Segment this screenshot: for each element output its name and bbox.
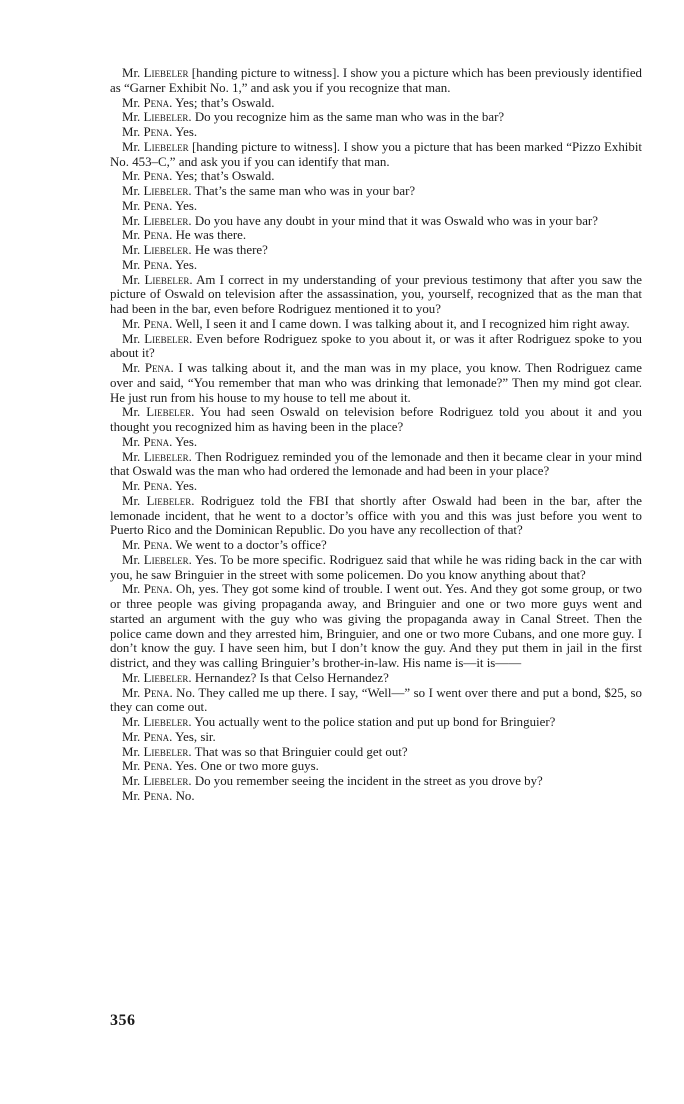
speech-text: Yes. bbox=[172, 198, 198, 213]
speech-text: Yes, sir. bbox=[172, 729, 216, 744]
speech-text: I was talking about it, and the man was in my place, you know. Then Rodriguez came over and said, “You remember that man who was drinking that lemonade?” Then my mind got clear. He just run from his house to my house to tell me about it. bbox=[110, 361, 642, 405]
speaker-name: Pena. bbox=[143, 169, 173, 184]
transcript-paragraph bbox=[110, 759, 642, 774]
speaker-name: Pena. bbox=[143, 257, 173, 272]
speaker-name: Pena. bbox=[143, 759, 173, 774]
speaker-title: Mr. bbox=[122, 685, 141, 700]
speaker-name: Pena. bbox=[143, 316, 173, 331]
speech-text: You actually went to the police station and put up bond for Bringuier? bbox=[191, 715, 556, 729]
speaker-name: Liebeler bbox=[143, 139, 189, 154]
speaker-title: Mr. bbox=[122, 331, 141, 346]
speech-text: Yes. One or two more guys. bbox=[172, 759, 319, 774]
speaker-title: Mr. bbox=[122, 449, 141, 464]
speaker-title: Mr. bbox=[122, 125, 141, 139]
speaker-name: Pena. bbox=[143, 479, 173, 493]
speech-text: You had seen Oswald on television before Rodriguez told you about it and you thought you recognized him as having been in the place? bbox=[110, 405, 642, 434]
speaker-name: Liebeler. bbox=[143, 744, 192, 759]
speaker-title: Mr. bbox=[122, 272, 141, 287]
transcript-paragraph bbox=[110, 553, 642, 583]
transcript-paragraph bbox=[110, 332, 642, 362]
transcript-paragraph bbox=[110, 671, 642, 686]
speech-text: Yes; that’s Oswald. bbox=[172, 169, 275, 184]
speech-text: Rodriguez told the FBI that shortly after Oswald had been in the bar, after the lemonade incident, that he went to a doctor’s office with you and this was just before you went to Puerto Rico and the Dominican Republic. Do you have any recollection of that? bbox=[110, 493, 642, 538]
transcript-paragraph bbox=[110, 361, 642, 405]
speech-text: Then Rodriguez reminded you of the lemonade and then it became clear in your mind that Oswald was the man who had ordered the lemonade and had been in your place? bbox=[110, 449, 642, 479]
speaker-name: Liebeler. bbox=[144, 331, 193, 346]
speech-text: No. They called me up there. I say, “Well—” so I went over there and put a bond, $25, so they can come out. bbox=[110, 685, 642, 715]
transcript-paragraph bbox=[110, 273, 642, 317]
speaker-title: Mr. bbox=[122, 479, 141, 493]
speaker-name: Pena. bbox=[143, 228, 173, 243]
transcript-paragraph bbox=[110, 715, 642, 730]
speaker-title: Mr. bbox=[122, 405, 141, 420]
speaker-title: Mr. bbox=[122, 582, 141, 597]
speech-text: He was there? bbox=[191, 243, 268, 257]
speaker-name: Pena. bbox=[143, 685, 173, 700]
transcript-paragraph bbox=[110, 789, 642, 804]
speech-text: Do you remember seeing the incident in the street as you drove by? bbox=[191, 774, 543, 788]
transcript-paragraph bbox=[110, 184, 642, 199]
speaker-name: Liebeler. bbox=[143, 449, 192, 464]
speaker-name: Pena. bbox=[143, 538, 173, 552]
speaker-title: Mr. bbox=[122, 361, 141, 375]
speaker-title: Mr. bbox=[122, 538, 141, 552]
speaker-name: Pena. bbox=[143, 95, 173, 110]
speaker-name: Pena. bbox=[143, 788, 173, 803]
transcript-paragraph bbox=[110, 686, 642, 716]
speaker-name: Liebeler. bbox=[144, 272, 193, 287]
speaker-title: Mr. bbox=[122, 139, 141, 154]
speaker-title: Mr. bbox=[122, 198, 141, 213]
speech-text: Yes. bbox=[172, 125, 198, 139]
speaker-title: Mr. bbox=[122, 316, 141, 331]
speaker-name: Pena. bbox=[143, 729, 173, 744]
speaker-name: Liebeler. bbox=[143, 552, 192, 567]
speech-text: Yes. To be more specific. Rodriguez said that while he was riding back in the car with you, he saw Bringuier in the street with some policemen. Do you know anything about that? bbox=[110, 552, 642, 582]
speaker-title: Mr. bbox=[122, 552, 141, 567]
speaker-name: Pena. bbox=[143, 198, 173, 213]
transcript-paragraph bbox=[110, 258, 642, 273]
transcript-paragraph bbox=[110, 96, 642, 111]
speech-text: He was there. bbox=[172, 228, 247, 243]
speaker-title: Mr. bbox=[122, 228, 141, 243]
speech-text: Hernandez? Is that Celso Hernandez? bbox=[191, 670, 389, 685]
speaker-name: Liebeler bbox=[143, 66, 189, 80]
transcript-paragraph bbox=[110, 479, 642, 494]
speaker-name: Liebeler. bbox=[143, 670, 192, 685]
transcript-paragraph bbox=[110, 405, 642, 435]
speaker-title: Mr. bbox=[122, 759, 141, 774]
transcript-paragraph bbox=[110, 317, 642, 332]
speaker-title: Mr. bbox=[122, 744, 141, 759]
transcript-paragraph bbox=[110, 125, 642, 140]
speech-text: Even before Rodriguez spoke to you about it, or was it after Rodriguez spoke to you about it? bbox=[110, 331, 642, 361]
transcript-paragraph bbox=[110, 494, 642, 538]
speaker-name: Liebeler. bbox=[143, 774, 192, 788]
speech-text: Oh, yes. They got some kind of trouble. I went out. Yes. And they got some group, or two or three people was giving propaganda away, and Bringuier and one or two more guys went and started an argument with the guy who was giving the propaganda away in Canal Street. Then the police came down and they arrested him, Bringuier, and one or two more Cubans, and one more guy. I don’t know the guy. I have seen him, but I don’t know the guy. And they put them in jail in the first district, and they was calling Bringuier’s brother-in-law. His name is—it is—— bbox=[110, 582, 642, 670]
transcript-paragraph bbox=[110, 774, 642, 789]
speaker-name: Liebeler. bbox=[143, 715, 192, 729]
speaker-name: Liebeler. bbox=[143, 110, 192, 125]
transcript-paragraph bbox=[110, 450, 642, 480]
speech-text: Well, I seen it and I came down. I was talking about it, and I recognized him right away. bbox=[172, 316, 630, 331]
speaker-title: Mr. bbox=[122, 788, 141, 803]
speech-text: Yes. bbox=[172, 479, 198, 493]
transcript-paragraph bbox=[110, 730, 642, 745]
speaker-name: Liebeler. bbox=[146, 405, 195, 420]
transcript-paragraph bbox=[110, 745, 642, 760]
speaker-title: Mr. bbox=[122, 715, 141, 729]
speaker-title: Mr. bbox=[122, 493, 141, 508]
speaker-title: Mr. bbox=[122, 243, 141, 257]
speaker-title: Mr. bbox=[122, 110, 141, 125]
speech-text: That’s the same man who was in your bar? bbox=[191, 184, 416, 198]
speaker-title: Mr. bbox=[122, 184, 141, 198]
page-number: 356 bbox=[110, 1012, 136, 1029]
speech-text: Do you recognize him as the same man who was in the bar? bbox=[191, 110, 505, 125]
speech-text: We went to a doctor’s office? bbox=[172, 538, 327, 552]
transcript-paragraph bbox=[110, 214, 642, 229]
speaker-title: Mr. bbox=[122, 213, 141, 228]
transcript-paragraph bbox=[110, 140, 642, 170]
transcript-paragraph bbox=[110, 199, 642, 214]
speaker-name: Pena. bbox=[143, 434, 173, 449]
transcript-body bbox=[110, 66, 642, 804]
speaker-title: Mr. bbox=[122, 169, 141, 184]
speaker-title: Mr. bbox=[122, 434, 141, 449]
speech-text: Do you have any doubt in your mind that it was Oswald who was in your bar? bbox=[191, 213, 598, 228]
transcript-paragraph bbox=[110, 169, 642, 184]
speech-text: No. bbox=[172, 788, 195, 803]
speaker-name: Liebeler. bbox=[143, 213, 192, 228]
speaker-title: Mr. bbox=[122, 774, 141, 788]
speaker-name: Pena. bbox=[144, 361, 174, 375]
transcript-paragraph bbox=[110, 538, 642, 553]
speech-text: Yes; that’s Oswald. bbox=[172, 95, 275, 110]
speech-text: [handing picture to witness]. I show you a picture which has been previously identified as “Garner Exhibit No. 1,” and ask you if you recognize that man. bbox=[110, 66, 642, 95]
speaker-title: Mr. bbox=[122, 66, 141, 80]
speaker-name: Liebeler. bbox=[146, 493, 195, 508]
speech-text: [handing picture to witness]. I show you a picture that has been marked “Pizzo Exhibit No. 453–C,” and ask you if you can identify that man. bbox=[110, 139, 642, 169]
transcript-paragraph bbox=[110, 66, 642, 96]
speech-text: Yes. bbox=[172, 257, 198, 272]
speaker-name: Liebeler. bbox=[143, 184, 192, 198]
speaker-name: Pena. bbox=[143, 125, 173, 139]
speech-text: That was so that Bringuier could get out? bbox=[191, 744, 408, 759]
speech-text: Yes. bbox=[172, 434, 198, 449]
speaker-title: Mr. bbox=[122, 729, 141, 744]
transcript-paragraph bbox=[110, 243, 642, 258]
transcript-paragraph bbox=[110, 582, 642, 671]
speaker-title: Mr. bbox=[122, 670, 141, 685]
transcript-paragraph bbox=[110, 228, 642, 243]
speaker-name: Pena. bbox=[143, 582, 173, 597]
speaker-name: Liebeler. bbox=[143, 243, 192, 257]
transcript-paragraph bbox=[110, 110, 642, 125]
speech-text: Am I correct in my understanding of your previous testimony that after you saw the picture of Oswald on television after the assassination, you, yourself, recognized that as the man that had been in the bar, even before Rodriguez mentioned it to you? bbox=[110, 272, 642, 316]
speaker-title: Mr. bbox=[122, 257, 141, 272]
speaker-title: Mr. bbox=[122, 95, 141, 110]
transcript-paragraph bbox=[110, 435, 642, 450]
